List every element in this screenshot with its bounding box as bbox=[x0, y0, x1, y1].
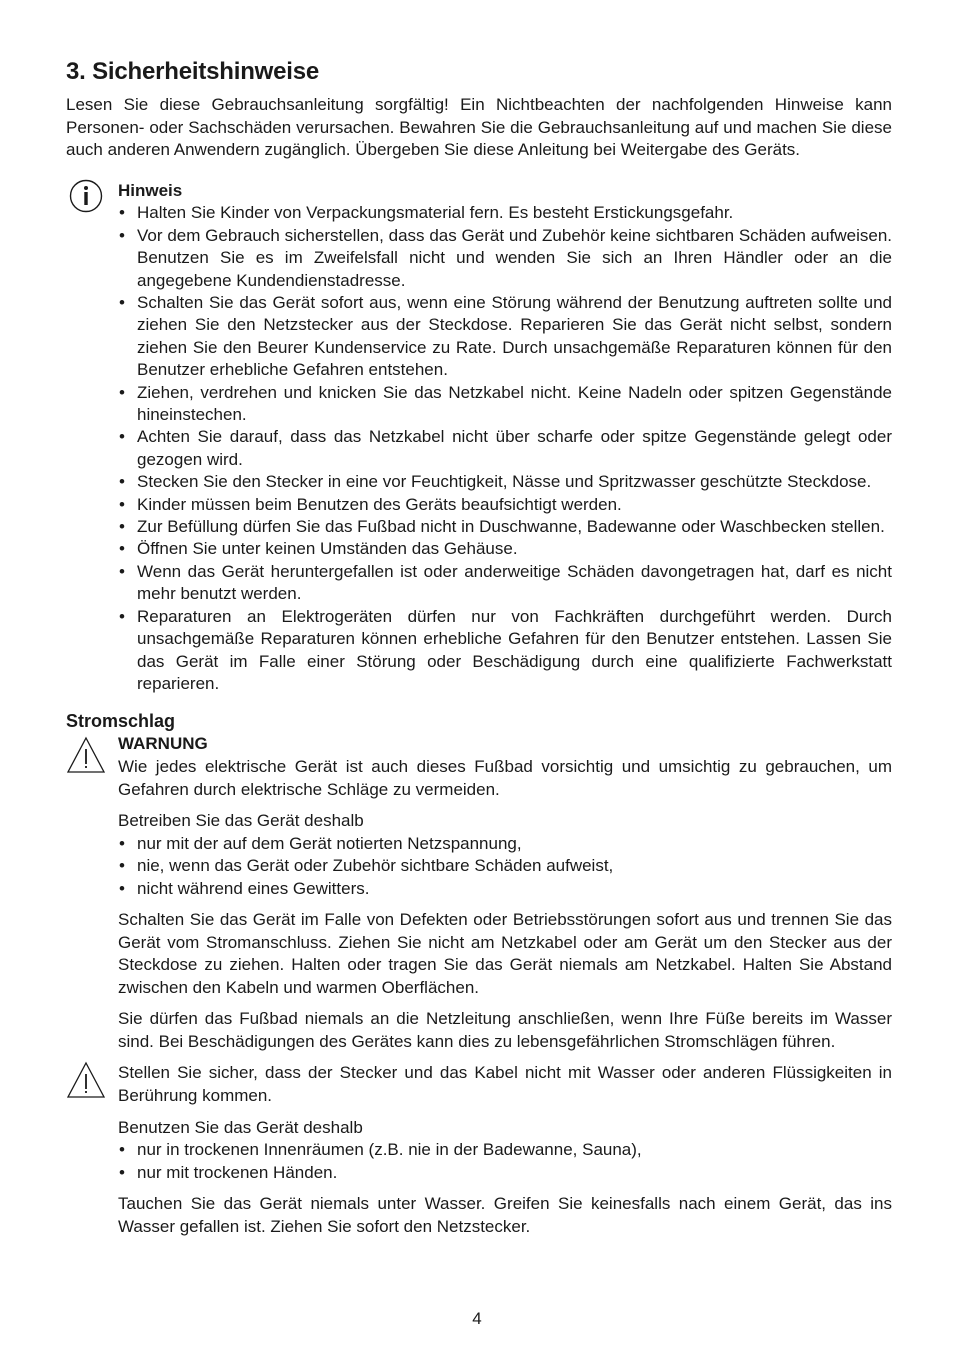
list-item: • Stecken Sie den Stecker in eine vor Feuchtigkeit, Nässe und Spritzwasser geschützte Steckdose. bbox=[118, 471, 892, 493]
stromschlag-heading: Stromschlag bbox=[66, 711, 176, 732]
hinweis-block bbox=[66, 180, 892, 696]
list-item: • Schalten Sie das Gerät sofort aus, wenn eine Störung während der Benutzung auftreten sollte und ziehen Sie den Netzstecker aus der Steckdose. Reparieren Sie das Gerät nicht selbst, sondern ziehen Sie den Beurer Kundenservice zu Rate. Durch unsachgemäße Reparaturen können für den Benutzer erhebliche Gefahren entstehen. bbox=[118, 292, 892, 382]
info-icon bbox=[66, 176, 106, 216]
list-item: • Halten Sie Kinder von Verpackungsmaterial fern. Es besteht Erstickungsgefahr. bbox=[118, 202, 892, 224]
warning-paragraph: Sie dürfen das Fußbad niemals an die Netzleitung anschließen, wenn Ihre Füße bereits im Wasser sind. Bei Beschädigungen des Gerätes kann dies zu lebensgefährlichen Stromschlägen führen. bbox=[118, 1009, 892, 1051]
warning-lead: Betreiben Sie das Gerät deshalb bbox=[118, 811, 364, 831]
list-item: • Öffnen Sie unter keinen Umständen das Gehäuse. bbox=[118, 538, 892, 560]
warning-list bbox=[118, 1139, 892, 1184]
warning-block-2 bbox=[66, 1062, 892, 1238]
list-item: • nur mit der auf dem Gerät notierten Netzspannung, bbox=[118, 833, 892, 855]
page-content bbox=[66, 56, 892, 1238]
list-item: • nur mit trockenen Händen. bbox=[118, 1162, 892, 1184]
warning-text: Wie jedes elektrische Gerät ist auch dieses Fußbad vorsichtig und umsichtig zu gebrauchen, um Gefahren durch elektrische Schläge zu vermeiden. bbox=[118, 756, 892, 799]
list-item: • nicht während eines Gewitters. bbox=[118, 878, 892, 900]
warning-list bbox=[65, 833, 892, 900]
warning-text: Stellen Sie sicher, dass der Stecker und das Kabel nicht mit Wasser oder anderen Flüssigkeiten in Berührung kommen. bbox=[118, 1063, 892, 1106]
warning-paragraph: Tauchen Sie das Gerät niemals unter Wasser. Greifen Sie keinesfalls nach einem Gerät, das ins Wasser gefallen ist. Ziehen Sie sofort den Netzstecker. bbox=[118, 1194, 892, 1236]
list-item: • nie, wenn das Gerät oder Zubehör sichtbare Schäden aufweist, bbox=[118, 855, 892, 877]
hinweis-heading: Hinweis bbox=[118, 180, 183, 200]
list-item: • Wenn das Gerät heruntergefallen ist oder anderweitige Schäden davongetragen hat, darf es nicht mehr benutzt werden. bbox=[118, 561, 892, 606]
list-item: • Achten Sie darauf, dass das Netzkabel nicht über scharfe oder spitze Gegenstände gelegt oder gezogen wird. bbox=[118, 426, 892, 471]
warning-block bbox=[66, 733, 892, 1053]
list-item: • nur in trockenen Innenräumen (z.B. nie in der Badewanne, Sauna), bbox=[118, 1139, 892, 1161]
list-item: • Reparaturen an Elektrogeräten dürfen nur von Fachkräften durchgeführt werden. Durch unsachgemäße Reparaturen können erhebliche Gefahren für den Benutzer entstehen. Lassen Sie das Gerät im Falle einer Störung oder Beschädigung durch eine qualifizierte Fachwerkstatt reparieren. bbox=[118, 606, 892, 696]
page-title: 3. Sicherheitshinweise bbox=[66, 58, 320, 85]
intro-paragraph: Lesen Sie diese Gebrauchsanleitung sorgfältig! Ein Nichtbeachten der nachfolgenden Hinweise kann Personen- oder Sachschäden verursachen. Bewahren Sie die Gebrauchsanleitung auf und machen Sie diese auch anderen Anwendern zugänglich. Übergeben Sie diese Anleitung bei Weitergabe des Geräts. bbox=[66, 95, 892, 160]
warning-lead: Benutzen Sie das Gerät deshalb bbox=[118, 1117, 363, 1137]
list-item: • Kinder müssen beim Benutzen des Geräts beaufsichtigt werden. bbox=[118, 494, 892, 516]
warning-triangle-icon bbox=[66, 1060, 106, 1100]
list-item: • Vor dem Gebrauch sicherstellen, dass das Gerät und Zubehör keine sichtbaren Schäden aufweisen. Benutzen Sie es im Zweifelsfall nicht und wenden Sie sich an Ihren Händler oder an die angegebene Kundendienstadresse. bbox=[118, 225, 892, 292]
list-item: • Ziehen, verdrehen und knicken Sie das Netzkabel nicht. Keine Nadeln oder spitzen Gegenstände hineinstechen. bbox=[118, 382, 892, 427]
warning-triangle-icon bbox=[66, 735, 106, 775]
list-item: • Zur Befüllung dürfen Sie das Fußbad nicht in Duschwanne, Badewanne oder Waschbecken stellen. bbox=[118, 516, 892, 538]
warning-label: WARNUNG bbox=[118, 734, 208, 754]
warning-paragraph: Schalten Sie das Gerät im Falle von Defekten oder Betriebsstörungen sofort aus und trennen Sie das Gerät vom Stromanschluss. Ziehen Sie nicht am Netzkabel oder am Gerät um den Stecker aus der Steckdose zu ziehen. Halten oder tragen Sie das Gerät niemals am Netzkabel. Halten Sie Abstand zwischen den Kabeln und warmen Oberflächen. bbox=[118, 909, 892, 997]
page-number: 4 bbox=[472, 1309, 482, 1328]
hinweis-list bbox=[118, 202, 892, 695]
